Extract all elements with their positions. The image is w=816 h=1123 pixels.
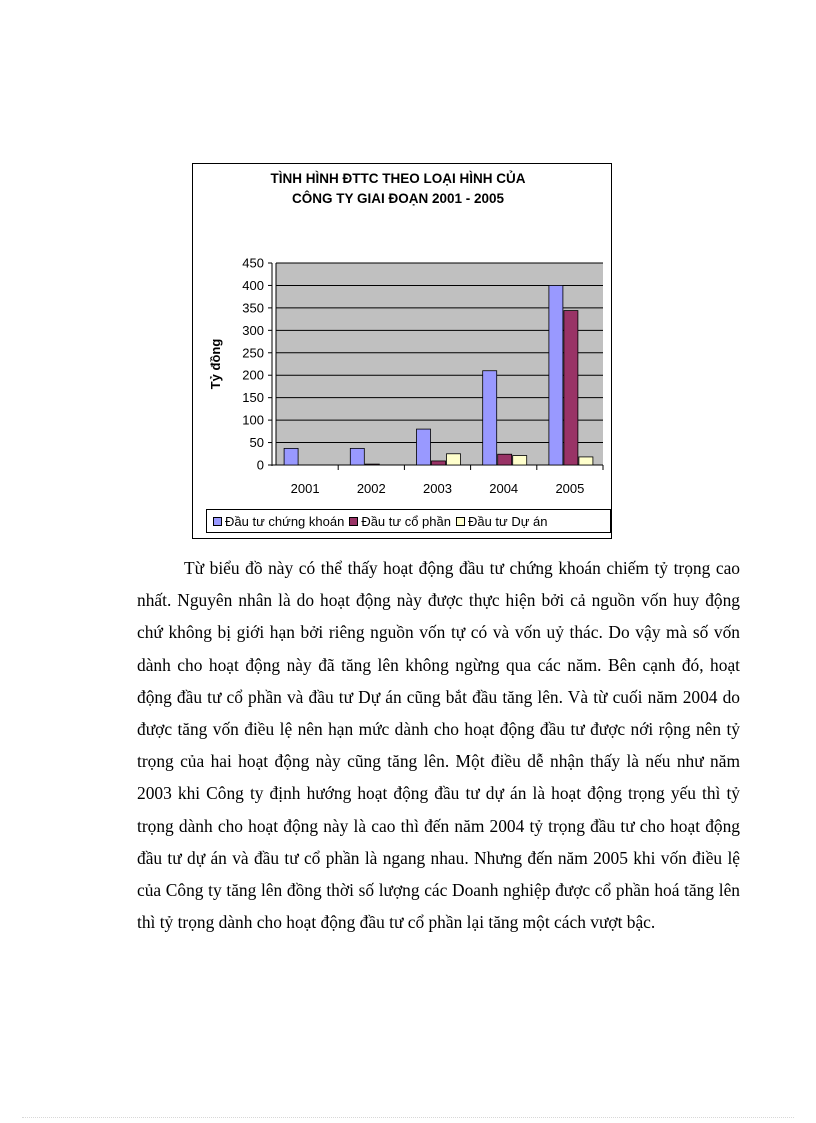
bar-2005-series-1 [564,311,578,465]
bar-chart [193,164,611,538]
bar-2001-series-0 [284,448,298,465]
y-tick-label: 450 [242,255,264,271]
y-tick-label: 0 [256,457,264,473]
y-tick-label: 150 [242,390,264,406]
legend-label: Đầu tư Dự án [467,513,548,529]
legend-swatch [213,517,222,526]
legend-swatch [456,517,465,526]
chart-title-line: TÌNH HÌNH ĐTTC THEO LOẠI HÌNH CỦA [270,171,526,186]
x-category-label: 2005 [555,481,585,496]
y-tick-label: 350 [242,300,264,316]
legend-label: Đầu tư chứng khoán [225,513,345,529]
bar-2004-series-2 [513,456,527,465]
y-tick-label: 200 [242,367,264,383]
chart-legend [206,509,611,533]
legend-item [349,514,451,529]
y-tick-label: 50 [249,435,264,451]
chart-title-line: CÔNG TY GIAI ĐOẠN 2001 - 2005 [291,191,505,206]
x-category-label: 2002 [356,481,386,496]
body-paragraph: Từ biểu đồ này có thể thấy hoạt động đầu tư chứng khoán chiếm tỷ trọng cao nhất. Nguyên nhân là do hoạt động này được thực hiện bởi cả nguồn vốn huy động chứ không bị giới hạn bởi riêng nguồn vốn tự có và vốn uỷ thác. Do vậy mà số vốn dành cho hoạt động này đã tăng lên không ngừng qua các năm. Bên cạnh đó, hoạt động đầu tư cổ phần và đầu tư Dự án cũng bắt đầu tăng lên. Và từ cuối năm 2004 do được tăng vốn điều lệ nên hạn mức dành cho hoạt động đầu tư được nới rộng nên tỷ trọng của hai hoạt động này cũng tăng lên. Một điều dễ nhận thấy là nếu như năm 2003 khi Công ty định hướng hoạt động đầu tư dự án là hoạt động trọng yếu thì tỷ trọng dành cho hoạt động này là cao thì đến năm 2004 tỷ trọng đầu tư cho hoạt động đầu tư dự án và đầu tư cổ phần là ngang nhau. Nhưng đến năm 2005 khi vốn điều lệ của Công ty tăng lên đồng thời số lượng các Doanh nghiệp được cổ phần hoá tăng lên thì tỷ trọng dành cho hoạt động đầu tư cổ phần lại tăng một cách vượt bậc. [137,558,740,933]
y-tick-label: 400 [242,277,264,293]
x-category-label: 2001 [290,481,320,496]
y-tick-label: 300 [242,322,264,338]
bar-2003-series-2 [447,454,461,465]
x-category-label: 2004 [489,481,519,496]
bar-2002-series-0 [350,448,364,465]
x-category-label: 2003 [423,481,452,496]
bar-2003-series-0 [417,429,431,465]
bar-2003-series-1 [432,461,446,465]
chart-container [192,163,612,539]
bar-2004-series-0 [483,371,497,465]
legend-swatch [349,517,358,526]
bar-2004-series-1 [498,454,512,465]
bar-2005-series-2 [579,457,593,465]
y-tick-label: 250 [242,345,264,361]
legend-item [456,514,548,529]
legend-label: Đầu tư cổ phần [361,513,451,529]
bar-2005-series-0 [549,285,563,465]
bar-2002-series-1 [365,464,379,465]
y-axis-label: Tỷ đồng [208,338,223,390]
legend-item [213,514,344,529]
y-tick-label: 100 [242,412,264,428]
page-footer-rule [22,1117,794,1118]
